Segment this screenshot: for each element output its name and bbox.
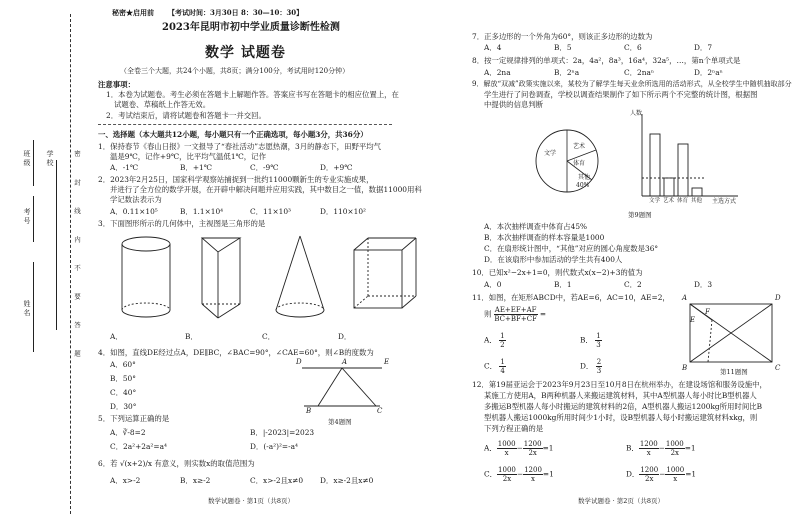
q9-option-c: C．在扇形统计图中，“其他”对应的圆心角度数是36° bbox=[484, 244, 659, 253]
q11-option-d bbox=[580, 358, 602, 375]
q12-option-c-d2: x bbox=[531, 475, 535, 483]
notes-title: 注意事项： bbox=[98, 80, 135, 89]
q9-text-c: 中提供的信息判断 bbox=[484, 100, 544, 109]
q12-option-d-frac1 bbox=[639, 466, 659, 483]
side-label-school: 学校 bbox=[46, 150, 54, 168]
q12-option-d-n1: 1200 bbox=[640, 466, 659, 474]
q5-option-a: A．∛-8=2 bbox=[110, 428, 146, 437]
exam-page-2 bbox=[400, 0, 794, 532]
q12-option-d-rhs: =1 bbox=[685, 469, 697, 479]
q7-text: 7．正多边形的一个外角为60°，则该正多边形的边数为 bbox=[472, 32, 653, 41]
side-label-name: 姓名 bbox=[23, 300, 31, 318]
q1-option-a: A．-1℃ bbox=[110, 163, 139, 172]
q12-option-c-frac1 bbox=[497, 466, 517, 483]
q6-option-a: A．x>-2 bbox=[110, 476, 141, 485]
q3-option-a: A． bbox=[110, 332, 123, 341]
q12-option-a-frac1 bbox=[497, 440, 517, 457]
q9-bar-chart bbox=[634, 110, 744, 206]
q11-option-b-label: B． bbox=[580, 335, 593, 345]
q11-option-a bbox=[484, 332, 506, 349]
q8-option-b: B．2ⁿa bbox=[554, 68, 580, 77]
q12-option-a-rhs: =1 bbox=[542, 443, 554, 453]
pie-label-percent: 40% bbox=[576, 182, 590, 189]
q12-option-c-label: C． bbox=[484, 469, 498, 479]
q6-option-d: D．x≥-2且x≠0 bbox=[320, 476, 374, 485]
note-2: 2．考试结束后，请将试题卷和答题卡一并交回。 bbox=[106, 111, 266, 120]
q9-option-b: B．本次抽样调查的样本容量是1000 bbox=[484, 233, 605, 242]
secret-label: 秘密★启用前 bbox=[112, 8, 154, 17]
bar-cat-literature: 文学 bbox=[649, 198, 661, 204]
q1-option-b: B．+1℃ bbox=[180, 163, 212, 172]
q11-option-c-frac bbox=[499, 358, 505, 375]
q2-option-b: B．1.1×10⁴ bbox=[180, 207, 224, 216]
q12-option-b-n1: 1200 bbox=[639, 440, 658, 448]
q12-option-b-op: − bbox=[658, 443, 665, 453]
q12-option-b-label: B． bbox=[626, 443, 639, 453]
q12-option-d-label: D． bbox=[626, 469, 640, 479]
q12-option-a-d1: x bbox=[504, 449, 509, 457]
side-label-number: 考号 bbox=[23, 208, 31, 226]
q11-option-c bbox=[484, 358, 506, 375]
q3-text: 3．下面图形所示的几何体中，主视图是三角形的是 bbox=[98, 219, 266, 228]
divider bbox=[98, 124, 392, 125]
q12-option-b-n2: 1000 bbox=[665, 440, 684, 448]
q9-option-a: A．本次抽样调查中体育占45% bbox=[484, 222, 588, 231]
q3-option-b: B． bbox=[185, 332, 198, 341]
triangular-prism-solid bbox=[202, 238, 240, 318]
q9-caption: 第9题图 bbox=[628, 211, 652, 219]
q7-option-d: D．7 bbox=[694, 43, 713, 52]
q4-option-c: C．40° bbox=[110, 388, 137, 397]
q10-text: 10．已知x²−2x+1=0，则代数式x(x−2)+3的值为 bbox=[472, 268, 643, 277]
page-footer-1: 数学试题卷 · 第1页（共8页） bbox=[208, 497, 294, 505]
q9-option-d: D．在该扇形中参加活动的学生共有400人 bbox=[484, 255, 623, 264]
pie-label-other: 其他 bbox=[578, 174, 591, 181]
q8-option-a: A．2na bbox=[484, 68, 511, 77]
q11-option-b-den: 3 bbox=[596, 341, 601, 349]
q9-text-a: 9．解放“双减”政策实施以来，某校为了解学生每天业余所选用的活动形式，从全校学生中随机抽取部分 bbox=[472, 80, 792, 88]
q6-option-b: B．x≥-2 bbox=[180, 476, 211, 485]
q11-label-a: A bbox=[682, 294, 688, 302]
q4-option-a: A．60° bbox=[110, 360, 136, 369]
exam-subject: 数学 试题卷 bbox=[205, 45, 286, 61]
q2-option-d: D．110×10² bbox=[320, 207, 366, 216]
note-1a: 1．本卷为试题卷。考生必须在答题卡上解题作答。答案应书写在答题卡的相应位置上，在 bbox=[106, 90, 399, 99]
q12-option-a-frac2 bbox=[523, 440, 543, 457]
q1-text-a: 1．保持春节《春山日报》一文报导了“春社活动”志愿热潮，3月的静态下，田野平均气 bbox=[98, 142, 382, 151]
q12-option-b-frac1 bbox=[639, 440, 659, 457]
bar-cat-sports: 体育 bbox=[677, 198, 689, 204]
q11-label-e: E bbox=[690, 316, 696, 324]
q11-fraction bbox=[494, 306, 538, 323]
q5-option-b: B．|-2023|=2023 bbox=[250, 428, 315, 437]
q11-option-b bbox=[580, 332, 602, 349]
q11-label-c: C bbox=[775, 364, 781, 372]
q11-option-c-num: 1 bbox=[500, 358, 505, 366]
q4-label-a: A bbox=[342, 358, 348, 366]
q11-fraction-den: BC+BF+CF bbox=[494, 315, 537, 323]
q12-option-c-n1: 1000 bbox=[498, 466, 516, 474]
exam-time: 【考试时间：3月30日 8：30—10：30】 bbox=[168, 8, 304, 17]
q11-option-c-label: C． bbox=[484, 361, 498, 371]
q4-label-e: E bbox=[384, 358, 390, 366]
side-blank-class bbox=[33, 140, 34, 186]
q5-option-d: D．(-a²)²=-a⁴ bbox=[250, 442, 298, 451]
q12-option-d-frac2 bbox=[665, 466, 685, 483]
q12-option-c-d1: 2x bbox=[502, 475, 512, 483]
q12-option-a-label: A． bbox=[484, 443, 497, 453]
q11-equals: = bbox=[539, 309, 547, 319]
q11-option-d-num: 2 bbox=[596, 358, 602, 366]
q11-option-d-label: D． bbox=[580, 361, 594, 371]
q4-caption: 第4题图 bbox=[328, 418, 352, 426]
q3-option-c: C． bbox=[262, 332, 276, 341]
side-blank-number bbox=[33, 196, 34, 242]
seal-warning: 密 封 线 内 不 要 答 题 bbox=[73, 150, 81, 367]
note-1b: 试题卷、草稿纸上作答无效。 bbox=[114, 100, 211, 109]
q9-pie-chart bbox=[534, 128, 600, 194]
q11-option-a-label: A． bbox=[484, 335, 497, 345]
q2-option-c: C．11×10³ bbox=[250, 207, 292, 216]
q7-option-b: B．5 bbox=[554, 43, 572, 52]
seal-line bbox=[70, 14, 71, 514]
q1-text-b: 温是9℃，记作+9℃，比平均气温低1℃，记作 bbox=[110, 152, 266, 161]
q12-option-b-d2: 2x bbox=[670, 449, 679, 457]
q6-text: 6．若 √(x+2)/x 有意义，则实数x的取值范围为 bbox=[98, 459, 255, 468]
q12-option-a-n2: 1200 bbox=[523, 440, 542, 448]
q12-option-a-op: − bbox=[516, 443, 523, 453]
q12-option-a bbox=[484, 440, 554, 457]
q12-option-d-d2: x bbox=[673, 475, 678, 483]
q5-option-c: C．2a²+2a²=a⁴ bbox=[110, 442, 167, 451]
q2-option-a: A．0.11×10⁵ bbox=[110, 207, 158, 216]
q11-option-a-den: 2 bbox=[500, 341, 505, 349]
q12-option-c-n2: 1200 bbox=[524, 466, 542, 474]
bar-axis-y: 人数 bbox=[630, 110, 643, 117]
q11-then: 则 bbox=[484, 309, 492, 319]
side-blank-name bbox=[33, 262, 34, 352]
q1-option-c: C．-9℃ bbox=[250, 163, 279, 172]
q11-option-b-frac bbox=[595, 332, 601, 349]
q12-option-c-rhs: =1 bbox=[542, 469, 554, 479]
q12-text-a: 12．第19届亚运会于2023年9月23日至10月8日在杭州举办，在建设场馆和服务设施中， bbox=[472, 380, 767, 389]
q4-label-b: B bbox=[306, 407, 312, 415]
q7-option-c: C．6 bbox=[624, 43, 642, 52]
side-blank-school bbox=[56, 160, 57, 330]
q12-option-d-d1: 2x bbox=[645, 475, 654, 483]
q12-text-c: 多搬运B型机器人每小时搬运的建筑材料的2倍，A型机器人搬运1200kg所用时间比B bbox=[484, 402, 763, 411]
q4-option-d: D．30° bbox=[110, 402, 137, 411]
q12-text-d: 型机器人搬运1000kg所用时间少1小时，设B型机器人每小时搬运建筑材料xkg，则 bbox=[484, 413, 758, 422]
page-footer-2: 数学试题卷 · 第2页（共8页） bbox=[578, 497, 664, 505]
q10-option-a: A．0 bbox=[484, 280, 502, 289]
q6-option-c: C．x>-2且x≠0 bbox=[250, 476, 304, 485]
q12-option-c bbox=[484, 466, 554, 483]
q11-option-a-frac bbox=[499, 332, 505, 349]
q2-text-c: 学记数法表示为 bbox=[110, 195, 162, 204]
q12-option-b-frac2 bbox=[665, 440, 685, 457]
q12-option-b-d1: x bbox=[646, 449, 651, 457]
cone-solid bbox=[276, 236, 324, 317]
q12-option-c-op: − bbox=[516, 469, 524, 479]
pie-label-sports: 体育 bbox=[573, 160, 586, 167]
q12-option-d-n2: 1000 bbox=[666, 466, 685, 474]
q12-option-d-op: − bbox=[659, 469, 666, 479]
bar-axis-x: 主选方式 bbox=[712, 198, 737, 205]
q4-label-c: C bbox=[377, 407, 383, 415]
q12-text-b: 某施工方使用A，B两种机器人来搬运建筑材料，其中A型机器人每小时比B型机器人 bbox=[484, 391, 757, 400]
q4-option-b: B．50° bbox=[110, 374, 136, 383]
side-label-class: 班级 bbox=[23, 150, 31, 168]
q12-option-a-d2: 2x bbox=[528, 449, 537, 457]
cylinder-solid bbox=[122, 237, 170, 317]
q7-option-a: A．4 bbox=[484, 43, 502, 52]
q11-option-d-den: 3 bbox=[596, 367, 602, 375]
q12-option-b-rhs: =1 bbox=[684, 443, 696, 453]
bar-cat-art: 艺术 bbox=[663, 198, 675, 204]
q12-option-c-frac2 bbox=[523, 466, 543, 483]
q10-option-d: D．3 bbox=[694, 280, 713, 289]
exam-info: （全卷三个大题，共24个小题，共8页；满分100分，考试用时120分钟） bbox=[120, 67, 350, 75]
q11-option-a-num: 1 bbox=[500, 332, 505, 340]
q12-option-a-n1: 1000 bbox=[497, 440, 516, 448]
q4-label-d: D bbox=[296, 358, 302, 366]
q11-option-d-frac bbox=[596, 358, 602, 375]
q12-text-e: 下列方程正确的是 bbox=[484, 424, 544, 433]
q4-text: 4．如图，直线DE经过点A，DE∥BC，∠BAC=90°，∠CAE=60°，则∠B的度数为 bbox=[98, 348, 374, 357]
q11-label-f: F bbox=[705, 308, 710, 316]
q11-label-d: D bbox=[775, 294, 781, 302]
q3-solids-figure bbox=[118, 232, 388, 332]
q2-text-b: 并进行了全方位的数学开展，在开辟中解决问题并应用实践，其中数目之一值，数据11000用科 bbox=[110, 185, 422, 194]
q8-text: 8．按一定规律排列的单项式：2a，4a²，8a³，16a⁴，32a⁵，…，第n个单项式是 bbox=[472, 56, 741, 65]
q10-option-b: B．1 bbox=[554, 280, 572, 289]
bar-cat-other: 其他 bbox=[691, 198, 703, 204]
q11-option-b-num: 1 bbox=[596, 332, 601, 340]
q9-text-b: 学生进行了问卷调查，学校以调查结果制作了如下所示两个不完整的统计图，根据图 bbox=[484, 90, 758, 99]
q8-option-d: D．2ⁿaⁿ bbox=[694, 68, 723, 77]
pie-label-literature: 文学 bbox=[544, 150, 557, 157]
q11-fraction-num: AE+EF+AF bbox=[494, 306, 537, 314]
q12-option-b bbox=[626, 440, 696, 457]
q11-formula bbox=[484, 306, 546, 323]
q8-option-c: C．2naⁿ bbox=[624, 68, 655, 77]
q3-option-d: D． bbox=[338, 332, 352, 341]
q11-figure bbox=[686, 300, 776, 366]
section-1-title: 一、选择题（本大题共12小题，每小题只有一个正确选项，每小题3分，共36分） bbox=[98, 130, 368, 139]
q2-text-a: 2．2023年2月25日，国家科学观察站捕捉到一批约11000颗新生的专业实施成果， bbox=[98, 175, 374, 184]
q11-caption: 第11题图 bbox=[720, 368, 748, 376]
q11-option-c-den: 4 bbox=[500, 367, 505, 375]
q12-option-d bbox=[626, 466, 696, 483]
q1-option-d: D．+9℃ bbox=[320, 163, 353, 172]
q5-text: 5．下列运算正确的是 bbox=[98, 414, 170, 423]
q11-label-b: B bbox=[682, 364, 688, 372]
q10-option-c: C．2 bbox=[624, 280, 642, 289]
exam-title: 2023年昆明市初中学业质量诊断性检测 bbox=[162, 22, 340, 33]
pie-label-art: 艺术 bbox=[573, 143, 586, 150]
q11-text: 11．如图，在矩形ABCD中，若AE=6，AC=10，AE=2， bbox=[472, 293, 670, 302]
